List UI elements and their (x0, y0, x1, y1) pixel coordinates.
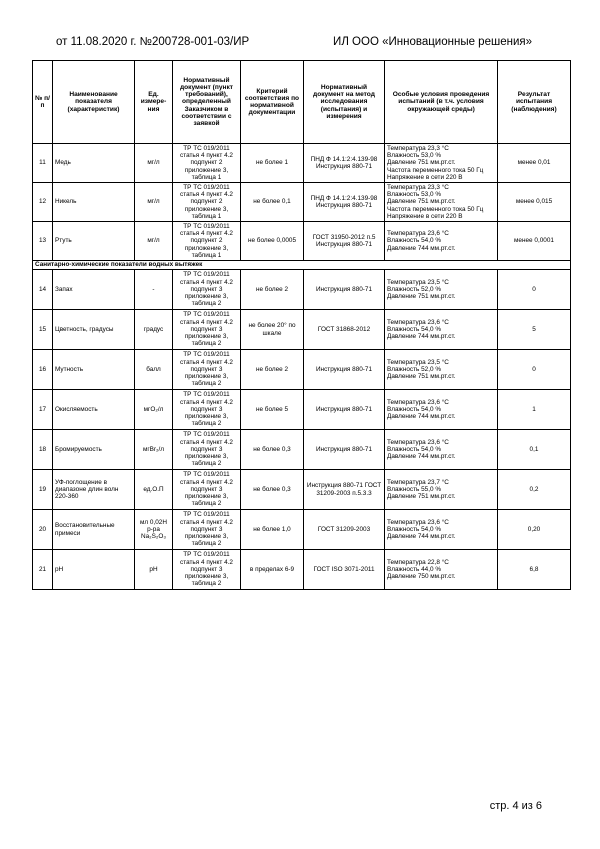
method-cell: Инструкция 880-71 (304, 270, 385, 310)
criterion-cell: не более 1,0 (241, 510, 304, 550)
section-title: Санитарно-химические показатели водных вытяжек (33, 261, 571, 270)
table-header-row (33, 61, 571, 144)
lab-name: ИЛ ООО «Инновационные решения» (333, 36, 532, 48)
table-row (33, 390, 571, 430)
condition-line: Температура 23,5 °С (387, 358, 449, 366)
condition-line: Температура 23,6 °С (387, 398, 449, 406)
col-header-method: Нормативный документ на метод исследования (испытания) и измерения (304, 61, 385, 144)
indicator-name: Мутность (53, 350, 135, 390)
result-cell: 0,1 (498, 430, 571, 470)
condition-line: Давление 744 мм.рт.ст. (387, 333, 456, 341)
conditions-cell (385, 430, 498, 470)
condition-line: Температура 23,6 °С (387, 230, 449, 238)
row-number: 19 (33, 470, 53, 510)
indicator-name: pH (53, 550, 135, 590)
page-number: стр. 4 из 6 (489, 800, 542, 812)
criterion-cell: не более 2 (241, 350, 304, 390)
col-header-unit: Ед. измере-ния (135, 61, 173, 144)
result-cell: 0 (498, 270, 571, 310)
row-number: 17 (33, 390, 53, 430)
norm-doc-cell: ТР ТС 019/2011 статья 4 пункт 4.2 подпункт 3 приложение 3, таблица 2 (173, 550, 241, 590)
condition-line: Температура 23,6 °С (387, 318, 449, 326)
indicator-name: Никель (53, 183, 135, 222)
indicator-name: Бромируемость (53, 430, 135, 470)
condition-line: Влажность 55,0 % (387, 485, 442, 493)
condition-line: Давление 751 мм.рт.ст. (387, 198, 456, 206)
condition-line: Влажность 53,0 % (387, 152, 442, 160)
indicator-name: Запах (53, 270, 135, 310)
criterion-cell: не более 0,3 (241, 470, 304, 510)
condition-line: Напряжение в сети 220 В (387, 212, 463, 220)
condition-line: Влажность 54,0 % (387, 325, 442, 333)
result-cell: 1 (498, 390, 571, 430)
col-header-conditions: Особые условия проведения испытаний (в т.ч. условия окружающей среды) (385, 61, 498, 144)
indicator-name: Цветность, градусы (53, 310, 135, 350)
condition-line: Давление 744 мм.рт.ст. (387, 244, 456, 252)
norm-doc-cell: ТР ТС 019/2011 статья 4 пункт 4.2 подпункт 3 приложение 3, таблица 2 (173, 430, 241, 470)
norm-doc-cell: ТР ТС 019/2011 статья 4 пункт 4.2 подпункт 2 приложение 3, таблица 1 (173, 183, 241, 222)
condition-line: Частота переменного тока 50 Гц (387, 205, 484, 213)
condition-line: Температура 22,8 °С (387, 558, 449, 566)
result-cell: 5 (498, 310, 571, 350)
condition-line: Давление 751 мм.рт.ст. (387, 159, 456, 167)
indicator-name: Восстановительные примеси (53, 510, 135, 550)
conditions-cell (385, 470, 498, 510)
table-row (33, 430, 571, 470)
method-cell: ГОСТ 31868-2012 (304, 310, 385, 350)
table-row (33, 183, 571, 222)
criterion-cell: не более 0,3 (241, 430, 304, 470)
conditions-cell (385, 390, 498, 430)
conditions-cell (385, 350, 498, 390)
criterion-cell: не более 1 (241, 144, 304, 183)
unit-cell: мгО₂/л (135, 390, 173, 430)
condition-line: Влажность 54,0 % (387, 237, 442, 245)
result-cell: менее 0,0001 (498, 222, 571, 261)
table-row (33, 310, 571, 350)
condition-line: Влажность 52,0 % (387, 285, 442, 293)
condition-line: Давление 744 мм.рт.ст. (387, 413, 456, 421)
norm-doc-cell: ТР ТС 019/2011 статья 4 пункт 4.2 подпункт 3 приложение 3, таблица 2 (173, 270, 241, 310)
criterion-cell: в пределах 6-9 (241, 550, 304, 590)
unit-cell: градус (135, 310, 173, 350)
row-number: 12 (33, 183, 53, 222)
condition-line: Влажность 52,0 % (387, 365, 442, 373)
condition-line: Температура 23,6 °С (387, 518, 449, 526)
condition-line: Давление 750 мм.рт.ст. (387, 573, 456, 581)
result-cell: 0,20 (498, 510, 571, 550)
row-number: 13 (33, 222, 53, 261)
result-cell: 6,8 (498, 550, 571, 590)
result-cell: менее 0,01 (498, 144, 571, 183)
condition-line: Температура 23,3 °С (387, 183, 449, 191)
table-row (33, 550, 571, 590)
unit-cell: мг/л (135, 183, 173, 222)
criterion-cell: не более 5 (241, 390, 304, 430)
condition-line: Влажность 53,0 % (387, 191, 442, 199)
norm-doc-cell: ТР ТС 019/2011 статья 4 пункт 4.2 подпункт 3 приложение 3, таблица 2 (173, 350, 241, 390)
table-row (33, 270, 571, 310)
condition-line: Влажность 54,0 % (387, 405, 442, 413)
method-cell: ПНД Ф 14.1:2:4.139-98 Инструкция 880-71 (304, 144, 385, 183)
unit-cell: мгBr₂/л (135, 430, 173, 470)
row-number: 14 (33, 270, 53, 310)
norm-doc-cell: ТР ТС 019/2011 статья 4 пункт 4.2 подпункт 3 приложение 3, таблица 2 (173, 470, 241, 510)
unit-cell: мг/л (135, 222, 173, 261)
condition-line: Температура 23,5 °С (387, 278, 449, 286)
unit-cell: балл (135, 350, 173, 390)
table-row (33, 222, 571, 261)
criterion-cell: не более 0,1 (241, 183, 304, 222)
method-cell: ГОСТ 31950-2012 п.5 Инструкция 880-71 (304, 222, 385, 261)
norm-doc-cell: ТР ТС 019/2011 статья 4 пункт 4.2 подпункт 3 приложение 3, таблица 2 (173, 390, 241, 430)
indicator-name: УФ-поглощение в диапазоне длин волн 220-360 (53, 470, 135, 510)
conditions-cell (385, 510, 498, 550)
conditions-cell (385, 550, 498, 590)
unit-cell: ед.О.П (135, 470, 173, 510)
unit-cell: мг/л (135, 144, 173, 183)
unit-cell: pH (135, 550, 173, 590)
table-row (33, 350, 571, 390)
method-cell: Инструкция 880-71 (304, 390, 385, 430)
criterion-cell: не более 2 (241, 270, 304, 310)
condition-line: Температура 23,6 °С (387, 438, 449, 446)
section-row (33, 261, 571, 270)
table-row (33, 144, 571, 183)
conditions-cell (385, 310, 498, 350)
condition-line: Напряжение в сети 220 В (387, 173, 463, 181)
condition-line: Влажность 44,0 % (387, 565, 442, 573)
row-number: 21 (33, 550, 53, 590)
method-cell: ГОСТ 31209-2003 (304, 510, 385, 550)
norm-doc-cell: ТР ТС 019/2011 статья 4 пункт 4.2 подпункт 3 приложение 3, таблица 2 (173, 310, 241, 350)
col-header-norm: Нормативный документ (пункт требований), определенный Заказчиком в соответствии с заявкой (173, 61, 241, 144)
indicator-name: Окисляемость (53, 390, 135, 430)
result-cell: 0,2 (498, 470, 571, 510)
condition-line: Давление 744 мм.рт.ст. (387, 453, 456, 461)
norm-doc-cell: ТР ТС 019/2011 статья 4 пункт 4.2 подпункт 2 приложение 3, таблица 1 (173, 222, 241, 261)
results-table (32, 60, 571, 590)
method-cell: Инструкция 880-71 ГОСТ 31209-2003 п.5.3.3 (304, 470, 385, 510)
row-number: 18 (33, 430, 53, 470)
protocol-number: от 11.08.2020 г. №200728-001-03/ИР (56, 36, 250, 48)
method-cell: ГОСТ ISO 3071-2011 (304, 550, 385, 590)
unit-cell: мл 0,02Н р-ра Na₂S₂O₃ (135, 510, 173, 550)
row-number: 11 (33, 144, 53, 183)
conditions-cell (385, 183, 498, 222)
method-cell: ПНД Ф 14.1:2:4.139-98 Инструкция 880-71 (304, 183, 385, 222)
col-header-criterion: Критерий соответствия по нормативной документации (241, 61, 304, 144)
condition-line: Температура 23,7 °С (387, 478, 449, 486)
unit-cell: - (135, 270, 173, 310)
condition-line: Давление 751 мм.рт.ст. (387, 373, 456, 381)
criterion-cell: не более 20° по шкале (241, 310, 304, 350)
condition-line: Влажность 54,0 % (387, 525, 442, 533)
indicator-name: Ртуть (53, 222, 135, 261)
conditions-cell (385, 270, 498, 310)
row-number: 15 (33, 310, 53, 350)
condition-line: Давление 751 мм.рт.ст. (387, 493, 456, 501)
col-header-name: Наименование показателя (характеристик) (53, 61, 135, 144)
condition-line: Температура 23,3 °С (387, 144, 449, 152)
indicator-name: Медь (53, 144, 135, 183)
col-header-result: Результат испытания (наблюдения) (498, 61, 571, 144)
table-row (33, 510, 571, 550)
criterion-cell: не более 0,0005 (241, 222, 304, 261)
norm-doc-cell: ТР ТС 019/2011 статья 4 пункт 4.2 подпункт 3 приложение 3, таблица 2 (173, 510, 241, 550)
method-cell: Инструкция 880-71 (304, 430, 385, 470)
method-cell: Инструкция 880-71 (304, 350, 385, 390)
table-row (33, 470, 571, 510)
row-number: 16 (33, 350, 53, 390)
condition-line: Влажность 54,0 % (387, 445, 442, 453)
result-cell: менее 0,015 (498, 183, 571, 222)
conditions-cell (385, 144, 498, 183)
norm-doc-cell: ТР ТС 019/2011 статья 4 пункт 4.2 подпункт 2 приложение 3, таблица 1 (173, 144, 241, 183)
condition-line: Частота переменного тока 50 Гц (387, 166, 484, 174)
table-body (33, 144, 571, 590)
col-header-num: № п/п (33, 61, 53, 144)
result-cell: 0 (498, 350, 571, 390)
condition-line: Давление 751 мм.рт.ст. (387, 293, 456, 301)
row-number: 20 (33, 510, 53, 550)
condition-line: Давление 744 мм.рт.ст. (387, 533, 456, 541)
conditions-cell (385, 222, 498, 261)
